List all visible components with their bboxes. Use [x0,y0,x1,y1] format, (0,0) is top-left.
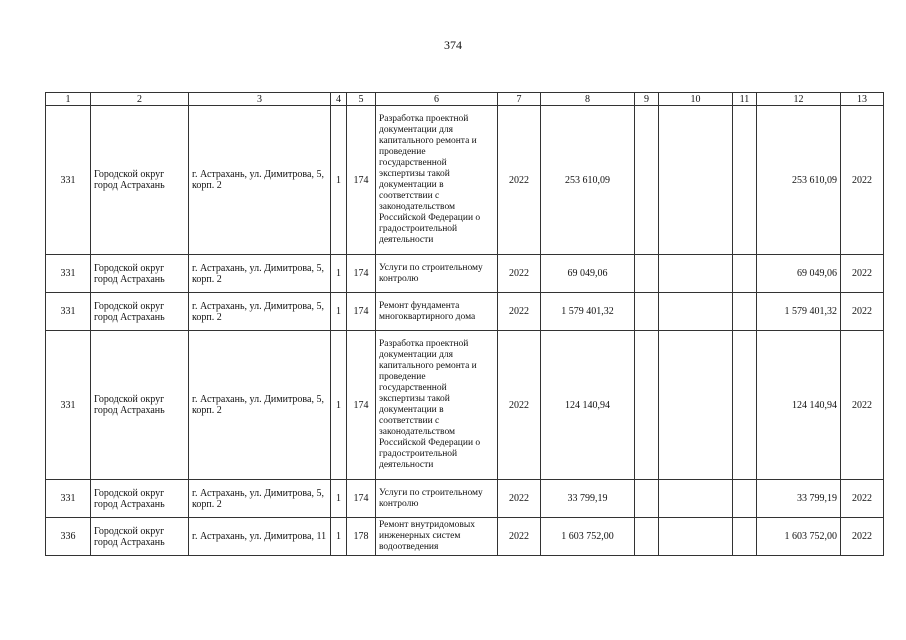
col9-cell [635,106,659,255]
header-row [46,93,884,106]
year-cell: 2022 [498,331,541,480]
address-cell: г. Астрахань, ул. Димитрова, 5, корп. 2 [189,255,331,293]
col10-cell [659,106,733,255]
column-header: 8 [541,93,635,106]
col4-cell: 1 [331,331,347,480]
col4-cell: 1 [331,293,347,331]
cost-cell: 1 603 752,00 [541,518,635,556]
total-cell: 124 140,94 [757,331,841,480]
year-cell: 2022 [498,293,541,331]
total-cell: 1 603 752,00 [757,518,841,556]
row-number: 331 [46,106,91,255]
year-cell: 2022 [498,255,541,293]
table-row [46,106,884,255]
column-header: 6 [376,93,498,106]
end-year-cell: 2022 [841,106,884,255]
col9-cell [635,293,659,331]
column-header: 12 [757,93,841,106]
page-number: 374 [444,38,462,52]
col4-cell: 1 [331,255,347,293]
col11-cell [733,255,757,293]
col4-cell: 1 [331,106,347,255]
year-cell: 2022 [498,480,541,518]
col11-cell [733,331,757,480]
work-type-cell: Разработка проектной документации для капитального ремонта и проведение государственной экспертизы такой документации в соответствии с законодательством Российской Федерации о градостроительной деятельности [376,106,498,255]
col11-cell [733,293,757,331]
col9-cell [635,518,659,556]
column-header: 10 [659,93,733,106]
work-type-cell: Услуги по строительному контролю [376,480,498,518]
col9-cell [635,255,659,293]
total-cell: 33 799,19 [757,480,841,518]
col9-cell [635,331,659,480]
row-number: 331 [46,480,91,518]
row-number: 331 [46,331,91,480]
column-header: 7 [498,93,541,106]
col9-cell [635,480,659,518]
work-type-cell: Ремонт фундамента многоквартирного дома [376,293,498,331]
column-header: 3 [189,93,331,106]
work-type-cell: Разработка проектной документации для капитального ремонта и проведение государственной экспертизы такой документации в соответствии с законодательством Российской Федерации о градостроительной деятельности [376,331,498,480]
municipality-cell: Городской округ город Астрахань [91,106,189,255]
work-type-cell: Услуги по строительному контролю [376,255,498,293]
col5-cell: 174 [347,293,376,331]
table-row [46,331,884,480]
row-number: 336 [46,518,91,556]
column-header: 2 [91,93,189,106]
col10-cell [659,255,733,293]
address-cell: г. Астрахань, ул. Димитрова, 5, корп. 2 [189,480,331,518]
row-number: 331 [46,293,91,331]
municipality-cell: Городской округ город Астрахань [91,518,189,556]
col11-cell [733,480,757,518]
cost-cell: 1 579 401,32 [541,293,635,331]
row-number: 331 [46,255,91,293]
municipality-cell: Городской округ город Астрахань [91,331,189,480]
col5-cell: 174 [347,480,376,518]
address-cell: г. Астрахань, ул. Димитрова, 5, корп. 2 [189,293,331,331]
col5-cell: 178 [347,518,376,556]
total-cell: 69 049,06 [757,255,841,293]
column-header: 13 [841,93,884,106]
column-header: 9 [635,93,659,106]
col10-cell [659,480,733,518]
cost-cell: 124 140,94 [541,331,635,480]
cost-cell: 253 610,09 [541,106,635,255]
table-row [46,480,884,518]
col10-cell [659,518,733,556]
col5-cell: 174 [347,106,376,255]
cost-cell: 33 799,19 [541,480,635,518]
year-cell: 2022 [498,106,541,255]
col10-cell [659,293,733,331]
col11-cell [733,106,757,255]
capital-repair-table [45,92,884,556]
column-header: 11 [733,93,757,106]
work-type-cell: Ремонт внутридомовых инженерных систем водоотведения [376,518,498,556]
column-header: 4 [331,93,347,106]
col4-cell: 1 [331,480,347,518]
cost-cell: 69 049,06 [541,255,635,293]
end-year-cell: 2022 [841,331,884,480]
end-year-cell: 2022 [841,293,884,331]
col4-cell: 1 [331,518,347,556]
municipality-cell: Городской округ город Астрахань [91,480,189,518]
municipality-cell: Городской округ город Астрахань [91,293,189,331]
total-cell: 1 579 401,32 [757,293,841,331]
end-year-cell: 2022 [841,255,884,293]
address-cell: г. Астрахань, ул. Димитрова, 5, корп. 2 [189,331,331,480]
table-row [46,293,884,331]
total-cell: 253 610,09 [757,106,841,255]
address-cell: г. Астрахань, ул. Димитрова, 11 [189,518,331,556]
col5-cell: 174 [347,255,376,293]
table-row [46,255,884,293]
col10-cell [659,331,733,480]
address-cell: г. Астрахань, ул. Димитрова, 5, корп. 2 [189,106,331,255]
col5-cell: 174 [347,331,376,480]
municipality-cell: Городской округ город Астрахань [91,255,189,293]
column-header: 5 [347,93,376,106]
end-year-cell: 2022 [841,518,884,556]
column-header: 1 [46,93,91,106]
end-year-cell: 2022 [841,480,884,518]
col11-cell [733,518,757,556]
table-row [46,518,884,556]
year-cell: 2022 [498,518,541,556]
